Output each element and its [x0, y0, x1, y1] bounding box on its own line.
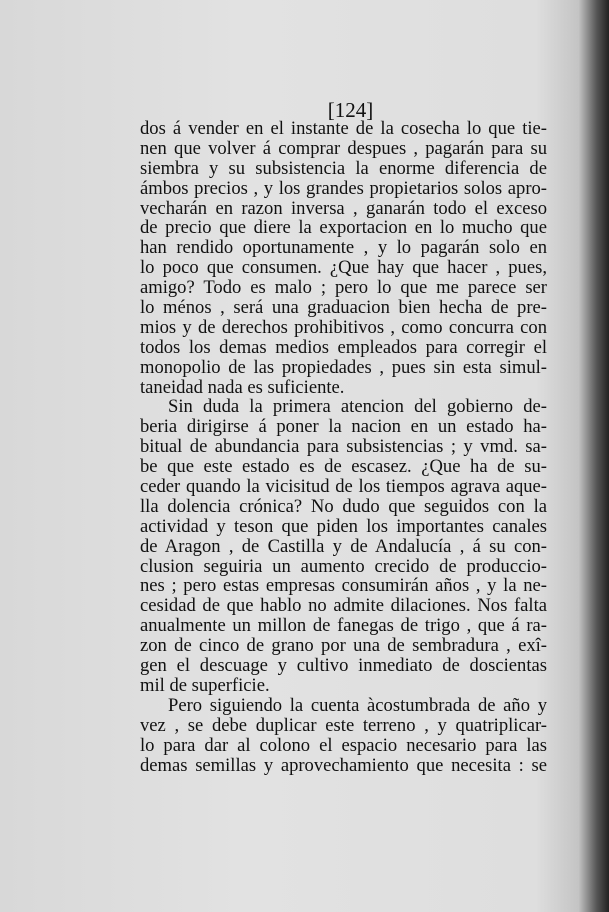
text-line: bitual de abundancia para subsistencias ; y vmd. sa-	[140, 436, 547, 458]
text-line: lo ménos , será una graduacion bien hecha de pre-	[140, 297, 547, 319]
text-line: Pero siguiendo la cuenta àcostumbrada de año y	[168, 694, 547, 716]
text-line: clusion seguiria un aumento crecido de produccio-	[140, 555, 547, 577]
text-line: amigo? Todo es malo ; pero lo que me parece ser	[140, 277, 547, 299]
text-line: mil de superficie.	[140, 674, 270, 696]
text-line: mios y de derechos prohibitivos , como concurra con	[140, 316, 547, 338]
text-line: ámbos precios , y los grandes propietarios solos apro-	[140, 177, 547, 199]
text-line: de precio que diere la exportacion en lo mucho que	[140, 217, 547, 239]
text-line: be que este estado es de escasez. ¿Que ha de su-	[140, 456, 547, 478]
text-line: lla dolencia crónica? No dudo que seguidos con la	[140, 495, 547, 517]
text-line: siembra y su subsistencia la enorme diferencia de	[140, 157, 547, 179]
page-body-text	[140, 119, 547, 775]
text-line: lo poco que consumen. ¿Que hay que hacer , pues,	[140, 257, 547, 279]
text-line: Sin duda la primera atencion del gobierno de-	[168, 396, 547, 418]
text-line: demas semillas y aprovechamiento que necesita : se	[140, 754, 547, 776]
text-line: gen el descuage y cultivo inmediato de doscientas	[140, 655, 547, 677]
text-line: zon de cinco de grano por una de sembradura , exî-	[140, 635, 547, 657]
text-line: ceder quando la vicisitud de los tiempos agrava aque-	[140, 476, 547, 498]
text-line: vecharán en razon inversa , ganarán todo el exceso	[140, 197, 547, 219]
page-number: [124]	[327, 98, 374, 122]
text-line: dos á vender en el instante de la cosecha lo que tie-	[140, 118, 547, 139]
text-line: han rendido oportunamente , y lo pagarán solo en	[140, 237, 547, 259]
text-line: beria dirigirse á poner la nacion en un estado ha-	[140, 416, 547, 438]
text-line: actividad y teson que piden los importantes canales	[140, 515, 547, 537]
text-line: nen que volver á comprar despues , pagarán para su	[140, 137, 547, 159]
text-line: nes ; pero estas empresas consumirán años , y la ne-	[140, 575, 547, 597]
text-line: monopolio de las propiedades , pues sin esta simul-	[140, 356, 547, 378]
text-line: de Aragon , de Castilla y de Andalucía , á su con-	[140, 535, 547, 557]
text-line: lo para dar al colono el espacio necesario para las	[140, 734, 547, 756]
text-line: anualmente un millon de fanegas de trigo , que á ra-	[140, 615, 547, 637]
text-line: taneidad nada es suficiente.	[140, 376, 345, 398]
text-line: vez , se debe duplicar este terreno , y quatriplicar-	[140, 714, 547, 736]
text-line: cesidad de que hablo no admite dilaciones. Nos falta	[140, 595, 547, 617]
text-line: todos los demas medios empleados para corregir el	[140, 336, 547, 358]
